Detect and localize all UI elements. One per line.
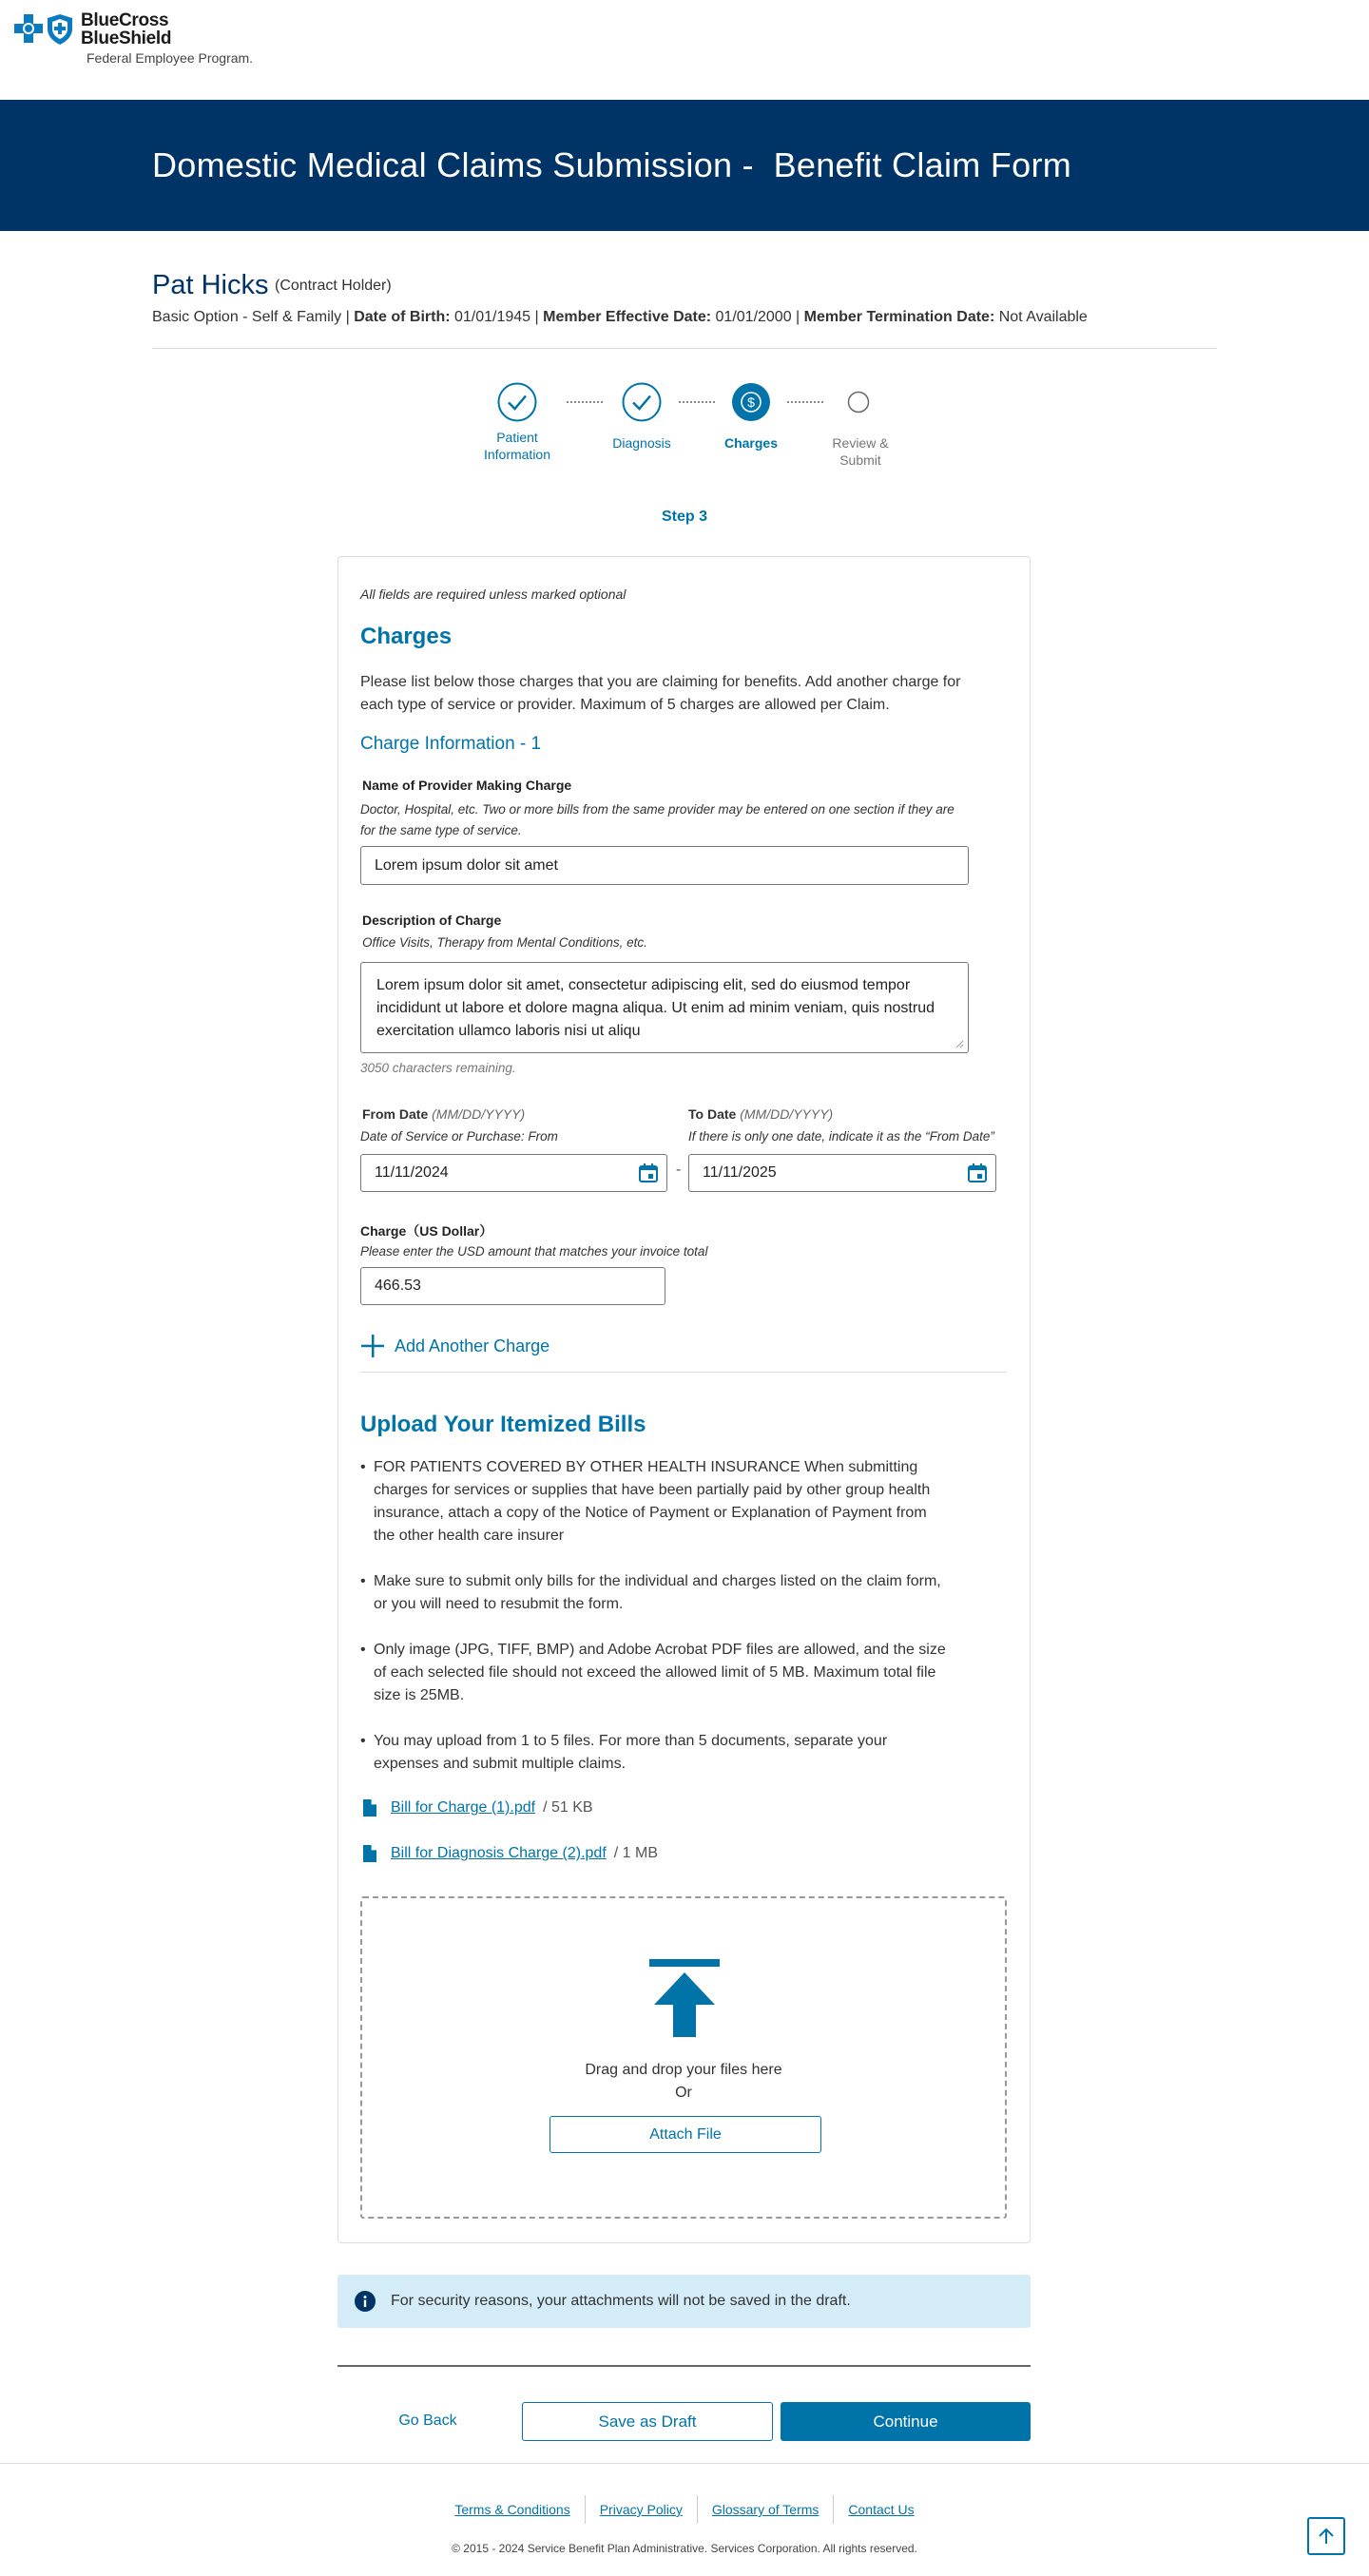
file-drop-zone[interactable]	[360, 1896, 1007, 2219]
blue-shield-icon	[47, 13, 73, 46]
termination-date-value: Not Available	[994, 309, 1088, 325]
logo-line-2: BlueShield	[81, 29, 172, 48]
step-3-dollar-icon	[731, 382, 771, 422]
from-date-input[interactable]	[360, 1154, 667, 1192]
footer-link-privacy[interactable]: Privacy Policy	[586, 2495, 698, 2524]
member-name: Pat Hicks	[152, 270, 269, 300]
to-date-value: 11/11/2025	[703, 1164, 777, 1181]
stepper-connector	[567, 401, 603, 403]
or-text: Or	[675, 2085, 692, 2101]
uploaded-file-row	[362, 1842, 658, 1865]
save-as-draft-button[interactable]: Save as Draft	[522, 2402, 773, 2441]
footer-link-contact[interactable]: Contact Us	[848, 2502, 915, 2517]
step-label-review-submit: Review & Submit	[832, 435, 889, 468]
provider-label: Name of Provider Making Charge	[362, 778, 572, 793]
member-plan: Basic Option - Self & Family |	[152, 309, 355, 325]
footer-link-terms[interactable]: Terms & Conditions	[440, 2495, 585, 2524]
svg-text:$: $	[747, 394, 755, 410]
charge-hint: Please enter the USD amount that matches your invoice total	[360, 1244, 708, 1259]
step-2-check-icon	[622, 382, 662, 422]
effective-date-label: Member Effective Date:	[543, 309, 712, 325]
charge-label-row	[360, 1221, 492, 1240]
dob-label: Date of Birth:	[354, 309, 451, 325]
step-1-check-icon	[497, 382, 537, 422]
dob-value: 01/01/1945 |	[450, 309, 544, 325]
charge-information-title: Charge Information - 1	[360, 734, 542, 754]
to-date-format: (MM/DD/YYYY)	[736, 1106, 834, 1122]
footer-divider	[0, 2463, 1369, 2464]
from-date-format: (MM/DD/YYYY)	[428, 1106, 526, 1122]
divider	[152, 348, 1217, 349]
member-role: (Contract Holder)	[275, 278, 392, 294]
provider-hint: Doctor, Hospital, etc. Two or more bills from the same provider may be entered on one section if they are for the same type of service.	[360, 802, 954, 837]
from-date-hint: Date of Service or Purchase: From	[360, 1129, 558, 1144]
description-hint: Office Visits, Therapy from Mental Conditions, etc.	[362, 935, 647, 950]
charges-heading: Charges	[360, 624, 453, 649]
blue-cross-icon	[13, 13, 44, 44]
calendar-icon[interactable]	[967, 1163, 988, 1183]
add-another-charge-label: Add Another Charge	[395, 1336, 550, 1355]
bcbs-logo[interactable]	[13, 11, 253, 68]
charge-label: Charge	[360, 1223, 407, 1239]
step-label-charges: Charges	[723, 435, 779, 451]
drag-drop-text: Drag and drop your files here	[585, 2062, 782, 2078]
charge-amount-input[interactable]: 466.53	[360, 1267, 665, 1305]
back-to-top-button[interactable]	[1307, 2517, 1345, 2555]
to-date-label-row	[688, 1106, 833, 1122]
copyright-text: © 2015 - 2024 Service Benefit Plan Administrative. Services Corporation. All rights reserved.	[452, 2542, 917, 2555]
logo-marks	[13, 13, 73, 46]
divider	[360, 1372, 1007, 1373]
provider-name-input[interactable]: Lorem ipsum dolor sit amet	[360, 846, 969, 885]
instruction-item: • You may upload from 1 to 5 files. For more than 5 documents, separate your expenses and submit multiple claims.	[360, 1730, 950, 1776]
uploaded-file-row	[362, 1797, 593, 1819]
upload-arrow-icon	[649, 1959, 720, 2037]
attach-file-button[interactable]: Attach File	[550, 2116, 821, 2153]
footer-link-glossary[interactable]: Glossary of Terms	[698, 2495, 835, 2524]
page-title: Domestic Medical Claims Submission - Benefit Claim Form	[152, 145, 1072, 184]
arrow-up-icon	[1317, 2527, 1336, 2546]
go-back-button[interactable]: Go Back	[398, 2413, 457, 2429]
required-fields-note: All fields are required unless marked optional	[360, 586, 627, 602]
upload-heading: Upload Your Itemized Bills	[360, 1412, 646, 1437]
date-range-separator: -	[676, 1162, 682, 1178]
member-details	[152, 309, 1088, 326]
plus-icon	[360, 1334, 385, 1358]
logo-line-3: Federal Employee Program.	[87, 50, 254, 66]
uploaded-file-link[interactable]: Bill for Charge (1).pdf	[391, 1799, 536, 1816]
resize-handle-icon[interactable]	[954, 1039, 964, 1048]
logo-line-1: BlueCross	[81, 10, 169, 30]
document-icon	[362, 1798, 377, 1817]
to-date-label: To Date	[688, 1106, 737, 1122]
continue-button[interactable]: Continue	[781, 2402, 1031, 2441]
instruction-item: • Make sure to submit only bills for the individual and charges listed on the claim form, or you will need to resubmit the form.	[360, 1570, 950, 1616]
step-label-patient-information: Patient Information	[483, 430, 551, 462]
instruction-item: • Only image (JPG, TIFF, BMP) and Adobe Acrobat PDF files are allowed, and the size of each selected file should not exceed the allowed limit of 5 MB. Maximum total file size is 25MB.	[360, 1639, 950, 1707]
charge-unit: （US Dollar）	[406, 1223, 493, 1239]
add-another-charge-button[interactable]	[360, 1333, 550, 1359]
stepper-connector	[787, 401, 823, 403]
info-icon	[355, 2291, 376, 2312]
effective-date-value: 01/01/2000 |	[711, 309, 804, 325]
description-label: Description of Charge	[362, 913, 502, 928]
divider	[337, 2365, 1031, 2367]
security-info-alert	[337, 2275, 1031, 2328]
uploaded-file-size: / 1 MB	[613, 1845, 658, 1861]
document-icon	[362, 1844, 377, 1863]
instruction-item: • FOR PATIENTS COVERED BY OTHER HEALTH INSURANCE When submitting charges for services or supplies that have been partially paid by other group health insurance, attach a copy of the Notice of Payment or Explanation of Payment from the other health care insurer	[360, 1456, 950, 1548]
security-info-text: For security reasons, your attachments will not be saved in the draft.	[391, 2293, 851, 2309]
page-banner	[0, 100, 1369, 231]
step-number-title: Step 3	[661, 509, 707, 525]
from-date-label-row	[362, 1106, 525, 1122]
termination-date-label: Member Termination Date:	[803, 309, 995, 325]
step-label-diagnosis: Diagnosis	[612, 435, 671, 451]
description-text: Lorem ipsum dolor sit amet, consectetur adipiscing elit, sed do eiusmod tempor incididunt ut labore et dolore magna aliqua. Ut enim ad minim veniam, quis nostrud exercitation ullamco laboris nisi ut aliqu	[376, 977, 935, 1039]
from-date-label: From Date	[362, 1106, 429, 1122]
description-textarea[interactable]	[360, 962, 969, 1053]
uploaded-file-link[interactable]: Bill for Diagnosis Charge (2).pdf	[391, 1845, 607, 1861]
to-date-input[interactable]	[688, 1154, 996, 1192]
uploaded-file-size: / 51 KB	[543, 1799, 593, 1816]
upload-instructions	[360, 1456, 950, 1798]
step-4-empty-icon	[847, 391, 870, 413]
footer-links	[0, 2495, 1369, 2524]
to-date-hint: If there is only one date, indicate it as the “From Date”	[688, 1129, 994, 1144]
stepper-connector	[679, 401, 715, 403]
from-date-value: 11/11/2024	[375, 1164, 449, 1181]
characters-remaining: 3050 characters remaining.	[360, 1061, 516, 1075]
calendar-icon[interactable]	[638, 1163, 659, 1183]
charges-intro: Please list below those charges that you are claiming for benefits. Add another charge for each type of service or provider. Maximum of 5 charges are allowed per Claim.	[360, 674, 961, 713]
